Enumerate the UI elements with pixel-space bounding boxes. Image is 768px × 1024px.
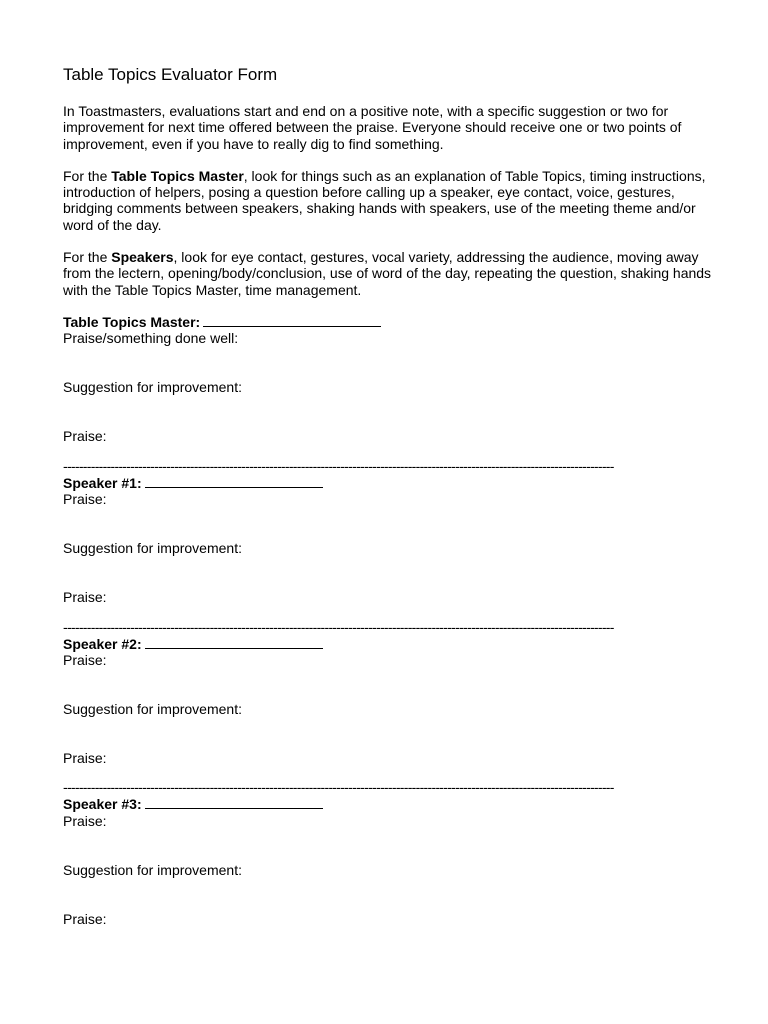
master-guidance-paragraph (63, 168, 723, 233)
speakers-guidance-paragraph (63, 249, 723, 298)
master-para-bold: Table Topics Master (111, 167, 244, 184)
master-para-rest: , look for things such as an explanation of Table Topics, timing instructions, introduction of helpers, posing a question before calling up a speaker, eye contact, voice, gestures, bridging comments between speakers, shaking hands with speakers, use of the meeting theme and/or word of the day. (63, 167, 706, 233)
answer-space[interactable] (63, 829, 723, 862)
answer-space[interactable] (63, 347, 723, 380)
section-heading-label: Speaker #1: (63, 474, 142, 491)
section-speaker-2 (63, 636, 723, 767)
suggestion-prompt: Suggestion for improvement: (63, 540, 242, 557)
dashed-divider: ------------------------------------------------------------------------------------------------------------------------------------------- (63, 458, 614, 473)
section-heading (63, 636, 723, 652)
name-blank-line[interactable] (145, 636, 323, 649)
praise-prompt: Praise: (63, 812, 107, 829)
section-heading (63, 314, 723, 330)
master-para-prefix: For the (63, 167, 112, 184)
page-title: Table Topics Evaluator Form (63, 65, 278, 84)
praise-prompt: Praise: (63, 910, 107, 927)
section-heading (63, 796, 723, 812)
praise-prompt: Praise: (63, 491, 107, 508)
speakers-para-prefix: For the (63, 249, 112, 266)
dashed-divider: ------------------------------------------------------------------------------------------------------------------------------------------- (63, 780, 614, 795)
answer-space[interactable] (63, 507, 723, 540)
praise-prompt: Praise/something done well: (63, 330, 239, 347)
answer-space[interactable] (63, 396, 723, 429)
section-heading-label: Speaker #3: (63, 796, 142, 813)
answer-space[interactable] (63, 878, 723, 911)
praise-prompt: Praise: (63, 651, 107, 668)
praise-prompt: Praise: (63, 750, 107, 767)
speakers-para-rest: , look for eye contact, gestures, vocal variety, addressing the audience, moving away from the lectern, opening/body/conclusion, use of word of the day, repeating the question, shaking hands with the Table Topics Master, time management. (63, 249, 712, 298)
section-heading-label: Speaker #2: (63, 635, 142, 652)
speakers-para-bold: Speakers (111, 249, 174, 266)
suggestion-prompt: Suggestion for improvement: (63, 379, 242, 396)
section-speaker-3 (63, 796, 723, 927)
praise-prompt: Praise: (63, 428, 107, 445)
suggestion-prompt: Suggestion for improvement: (63, 861, 242, 878)
dashed-divider: ------------------------------------------------------------------------------------------------------------------------------------------- (63, 619, 614, 634)
answer-space[interactable] (63, 668, 723, 701)
name-blank-line[interactable] (145, 796, 323, 809)
name-blank-line[interactable] (203, 314, 381, 327)
name-blank-line[interactable] (145, 475, 323, 488)
document-page (63, 64, 723, 927)
section-speaker-1 (63, 475, 723, 606)
section-heading-label: Table Topics Master: (63, 313, 201, 330)
praise-prompt: Praise: (63, 589, 107, 606)
section-heading (63, 475, 723, 491)
suggestion-prompt: Suggestion for improvement: (63, 700, 242, 717)
answer-space[interactable] (63, 717, 723, 750)
answer-space[interactable] (63, 556, 723, 589)
intro-paragraph: In Toastmasters, evaluations start and end on a positive note, with a specific suggestion or two for improvement for next time offered between the praise. Everyone should receive one or two points of improvement, even if you have to really dig to find something. (63, 103, 682, 152)
section-table-topics-master (63, 314, 723, 445)
